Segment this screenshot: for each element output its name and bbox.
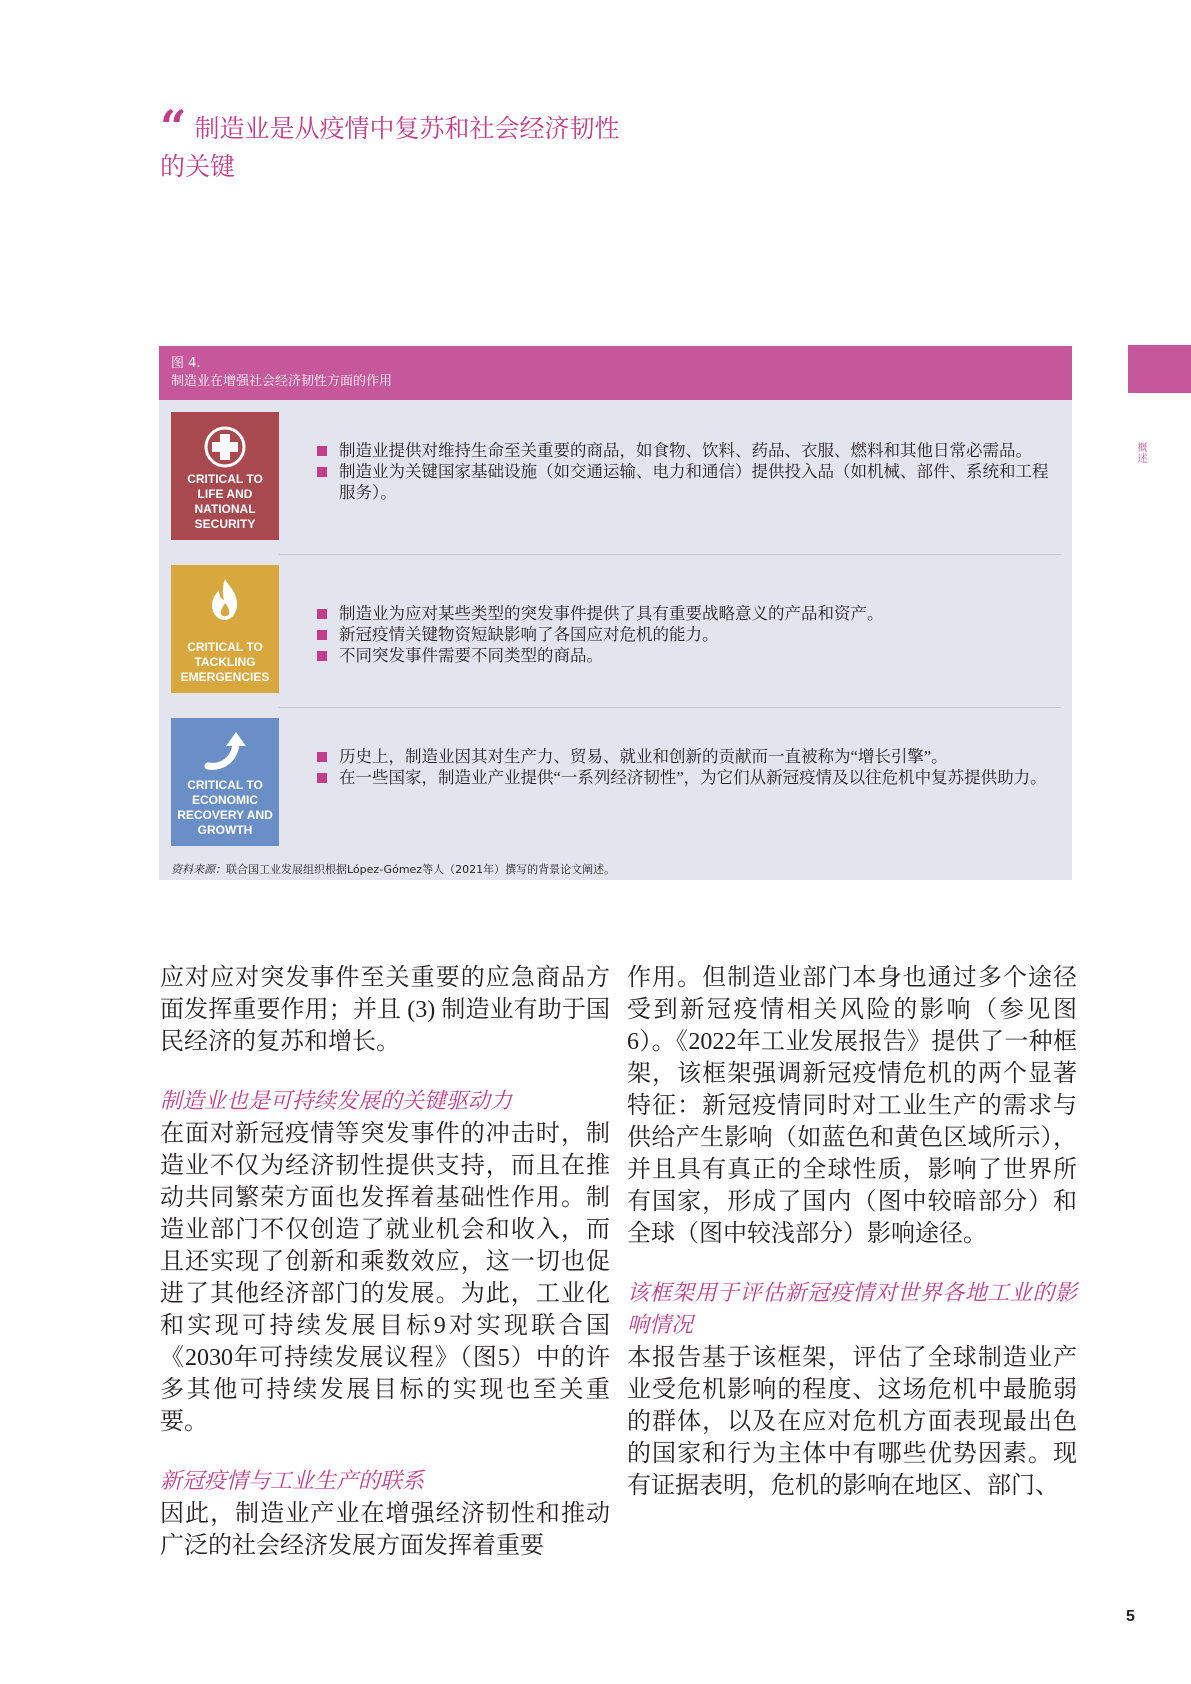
body-paragraph: 应对应对突发事件至关重要的应急商品方面发挥重要作用；并且 (3) 制造业有助于国民经济的复苏和增长。 xyxy=(160,965,610,1055)
list-item: 制造业为应对某些类型的突发事件提供了具有重要战略意义的产品和资产。 xyxy=(317,603,1057,624)
quote-mark-icon: “ xyxy=(160,100,187,154)
tile-label: CRITICAL TO TACKLING EMERGENCIES xyxy=(180,640,270,684)
tile-life-security xyxy=(171,412,279,540)
figure-source xyxy=(171,861,615,877)
source-text: 联合国工业发展组织根据López-Gómez等人（2021年）撰写的背景论文阐述。 xyxy=(226,863,616,876)
plus-cross-icon xyxy=(200,422,250,472)
list-item: 不同突发事件需要不同类型的商品。 xyxy=(317,645,1057,666)
figure-row-life xyxy=(171,412,1061,542)
body-paragraph: 本报告基于该框架，评估了全球制造业产业受危机影响的程度、这场危机中最脆弱的群体，以及在应对危机方面表现最出色的国家和行为主体中有哪些优势因素。现有证据表明，危机的影响在地区、部门、 xyxy=(627,1345,1077,1499)
list-item: 新冠疫情关键物资短缺影响了各国应对危机的能力。 xyxy=(317,624,1057,645)
figure-number: 图 4. xyxy=(171,356,201,371)
section-label: 概述 xyxy=(1135,442,1146,464)
page-number: 5 xyxy=(1126,1608,1135,1625)
section-heading: 制造业也是可持续发展的关键驱动力 xyxy=(160,1089,513,1114)
bullet-list xyxy=(317,603,1057,666)
figure-box xyxy=(159,346,1072,880)
figure-title: 制造业在增强社会经济韧性方面的作用 xyxy=(171,374,393,389)
tile-recovery-growth xyxy=(171,718,279,846)
row-divider xyxy=(279,554,1061,555)
tile-label: CRITICAL TO LIFE AND NATIONAL SECURITY xyxy=(187,472,263,531)
list-item: 制造业提供对维持生命至关重要的商品，如食物、饮料、药品、衣服、燃料和其他日常必需品。 xyxy=(317,440,1057,461)
section-heading: 新冠疫情与工业生产的联系 xyxy=(160,1469,425,1494)
source-label: 资料来源： xyxy=(171,863,226,876)
figure-header xyxy=(159,346,1072,400)
pull-quote-text: 制造业是从疫情中复苏和社会经济韧性的关键 xyxy=(160,114,620,181)
right-column xyxy=(627,962,1077,1502)
bullet-list xyxy=(317,440,1057,503)
list-item: 在一些国家，制造业产业提供“一系列经济韧性”，为它们从新冠疫情及以往危机中复苏提供助力。 xyxy=(317,767,1057,788)
section-heading: 该框架用于评估新冠疫情对世界各地工业的影响情况 xyxy=(627,1281,1077,1338)
body-paragraph: 作用。但制造业部门本身也通过多个途径受到新冠疫情相关风险的影响（参见图6）。《2022年工业发展报告》提供了一种框架，该框架强调新冠疫情危机的两个显著特征：新冠疫情同时对工业生产的需求与供给产生影响（如蓝色和黄色区域所示），并且具有真正的全球性质，影响了世界所有国家，形成了国内（图中较暗部分）和全球（图中较浅部分）影响途径。 xyxy=(627,965,1077,1247)
figure-row-emergencies xyxy=(171,565,1061,695)
flame-icon xyxy=(200,575,250,625)
section-tab xyxy=(1128,345,1191,393)
figure-row-recovery xyxy=(171,718,1061,848)
pull-quote xyxy=(160,100,640,186)
left-column xyxy=(160,962,610,1562)
list-item: 制造业为关键国家基础设施（如交通运输、电力和通信）提供投入品（如机械、部件、系统和工程服务）。 xyxy=(317,461,1057,503)
tile-label: CRITICAL TO ECONOMIC RECOVERY AND GROWTH xyxy=(177,778,273,837)
body-paragraph: 在面对新冠疫情等突发事件的冲击时，制造业不仅为经济韧性提供支持，而且在推动共同繁荣方面也发挥着基础性作用。制造业部门不仅创造了就业机会和收入，而且还实现了创新和乘数效应，这一切也促进了其他经济部门的发展。为此，工业化和实现可持续发展目标9对实现联合国《2030年可持续发展议程》（图5）中的许多其他可持续发展目标的实现也至关重要。 xyxy=(160,1121,610,1435)
body-paragraph: 因此，制造业产业在增强经济韧性和推动广泛的社会经济发展方面发挥着重要 xyxy=(160,1501,610,1559)
tile-emergencies xyxy=(171,565,279,693)
row-divider xyxy=(279,707,1061,708)
list-item: 历史上，制造业因其对生产力、贸易、就业和创新的贡献而一直被称为“增长引擎”。 xyxy=(317,746,1057,767)
curved-arrow-icon xyxy=(200,728,250,778)
bullet-list xyxy=(317,746,1057,788)
